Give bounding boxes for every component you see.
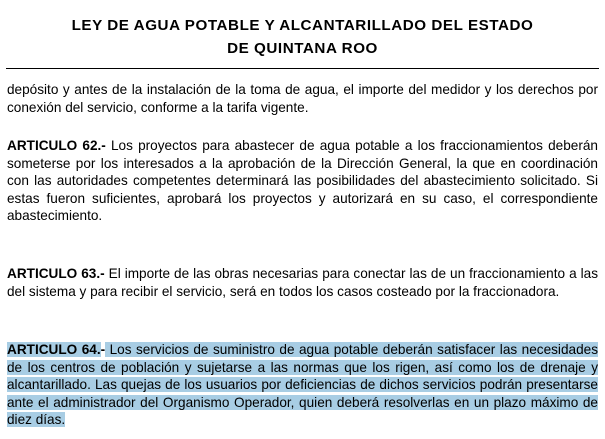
paragraph-continuation-text[interactable]: depósito y antes de la instalación de la toma de agua, el importe del medidor y los derechos por conexión del servicio, conforme a la tarifa vigente.	[7, 82, 598, 115]
article-63-text[interactable]: El importe de las obras necesarias para conectar las de un fraccionamiento a las del sistema y para recibir el servicio, será en todos los casos costeado por la fraccionadora.	[7, 266, 598, 299]
article-63-label[interactable]: ARTICULO 63.-	[7, 266, 105, 281]
document-header	[0, 14, 605, 60]
article-62[interactable]	[7, 137, 598, 225]
header-title-line-2: DE QUINTANA ROO	[227, 40, 378, 57]
header-title-line-1: LEY DE AGUA POTABLE Y ALCANTARILLADO DEL ESTADO	[71, 17, 534, 34]
paragraph-continuation[interactable]	[7, 81, 598, 116]
article-62-text[interactable]: Los proyectos para abastecer de agua potable a los fraccionamientos deberán someterse por los interesados a la aprobación de la Dirección General, la que en coordinación con las autoridades competentes determinará las posibilidades del abastecimiento solicitado. Si estas fueron suficientes, aprobará los proyectos y autorizará en su caso, el correspondiente abastecimiento.	[7, 138, 598, 224]
article-64[interactable]	[7, 341, 598, 429]
article-64-text-selected[interactable]: Los servicios de suministro de agua potable deberán satisfacer las necesidades de los centros de población y sujetarse a las normas que los rigen, así como los de drenaje y alcantarillado. Las quejas de los usuarios por deficiencias de dichos servicios podrán presentarse ante el administrador del Organismo Operador, quien deberá resolverlas en un plazo máximo de diez días.	[7, 342, 598, 428]
article-64-label[interactable]: ARTICULO 64.	[7, 342, 101, 357]
header-divider	[6, 68, 599, 69]
article-63[interactable]	[7, 265, 598, 300]
article-62-label[interactable]: ARTICULO 62.-	[7, 138, 106, 153]
article-64-dash[interactable]: -	[100, 342, 106, 357]
